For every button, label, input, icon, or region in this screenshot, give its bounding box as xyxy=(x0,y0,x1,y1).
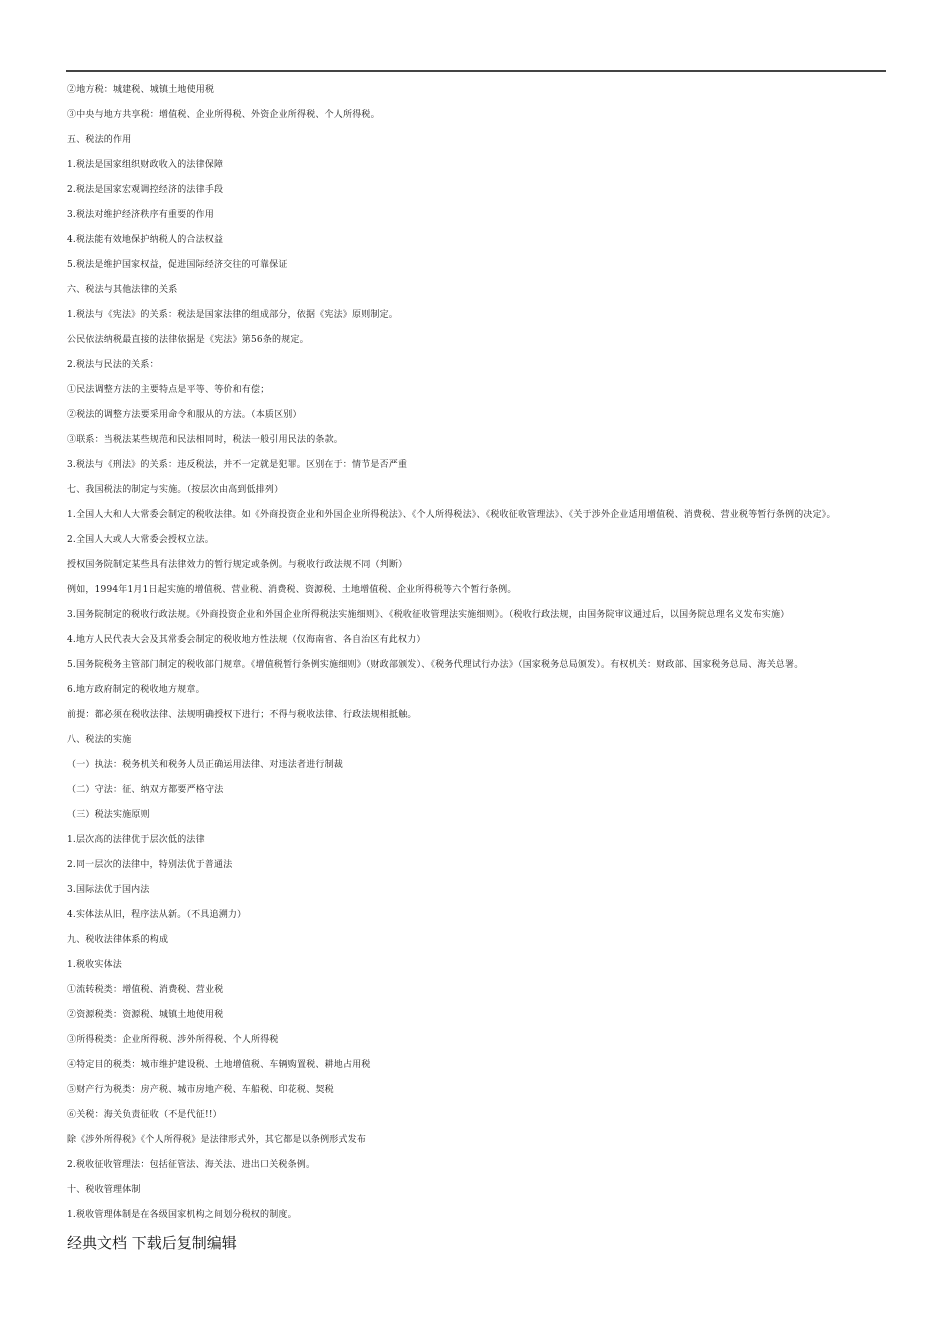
section-heading: 六、税法与其他法律的关系 xyxy=(67,285,178,295)
text-line: 前提：都必须在税收法律、法规明确授权下进行；不得与税收法律、行政法规相抵触。 xyxy=(67,710,417,720)
text-line: 5.国务院税务主管部门制定的税收部门规章。《增值税暂行条例实施细则》（财政部颁发）、《税务代理试行办法》（国家税务总局颁发）。有权机关：财政部、国家税务总局、海关总署。 xyxy=(67,660,804,670)
text-line: 3.税法对维护经济秩序有重要的作用 xyxy=(67,210,214,220)
section-heading: 十、税收管理体制 xyxy=(67,1185,141,1195)
section-heading: 八、税法的实施 xyxy=(67,735,132,745)
text-line: 2.税法是国家宏观调控经济的法律手段 xyxy=(67,185,224,195)
document-body xyxy=(67,84,887,1234)
text-line: 除《涉外所得税》《个人所得税》是法律形式外，其它都是以条例形式发布 xyxy=(67,1135,367,1145)
text-line: （二）守法：征、纳双方都要严格守法 xyxy=(67,785,224,795)
text-line: 2.税收征收管理法：包括征管法、海关法、进出口关税条例。 xyxy=(67,1160,316,1170)
header-rule xyxy=(66,70,886,72)
text-line: 1.层次高的法律优于层次低的法律 xyxy=(67,835,205,845)
text-line: 1.全国人大和人大常委会制定的税收法律。如《外商投资企业和外国企业所得税法》、《个人所得税法》、《税收征收管理法》、《关于涉外企业适用增值税、消费税、营业税等暂行条例的决定》。 xyxy=(67,510,836,520)
section-heading: 五、税法的作用 xyxy=(67,135,132,145)
footer-note: 经典文档 下载后复制编辑 xyxy=(67,1234,237,1252)
text-line: ③联系：当税法某些规范和民法相同时，税法一般引用民法的条款。 xyxy=(67,435,344,445)
text-line: ①民法调整方法的主要特点是平等、等价和有偿； xyxy=(67,385,270,395)
text-line: 授权国务院制定某些具有法律效力的暂行规定或条例。与税收行政法规不同（判断） xyxy=(67,560,408,570)
text-line: 1.税收实体法 xyxy=(67,960,122,970)
text-line: 1.税法与《宪法》的关系：税法是国家法律的组成部分，依据《宪法》原则制定。 xyxy=(67,310,398,320)
text-line: ①流转税类：增值税、消费税、营业税 xyxy=(67,985,224,995)
text-line: 公民依法纳税最直接的法律依据是《宪法》第56条的规定。 xyxy=(67,335,309,345)
text-line: ④特定目的税类：城市维护建设税、土地增值税、车辆购置税、耕地占用税 xyxy=(67,1060,371,1070)
section-heading: 九、税收法律体系的构成 xyxy=(67,935,169,945)
text-line: ③中央与地方共享税：增值税、企业所得税、外资企业所得税、个人所得税。 xyxy=(67,110,380,120)
text-line: 3.国际法优于国内法 xyxy=(67,885,150,895)
text-line: 4.地方人民代表大会及其常委会制定的税收地方性法规（仅海南省、各自治区有此权力） xyxy=(67,635,426,645)
text-line: 6.地方政府制定的税收地方规章。 xyxy=(67,685,205,695)
text-line: 1.税收管理体制是在各级国家机构之间划分税权的制度。 xyxy=(67,1210,297,1220)
text-line: 1.税法是国家组织财政收入的法律保障 xyxy=(67,160,224,170)
section-heading: 七、我国税法的制定与实施。（按层次由高到低排列） xyxy=(67,485,284,495)
text-line: 2.同一层次的法律中，特别法优于普通法 xyxy=(67,860,233,870)
text-line: （一）执法：税务机关和税务人员正确运用法律、对违法者进行制裁 xyxy=(67,760,344,770)
text-line: 4.税法能有效地保护纳税人的合法权益 xyxy=(67,235,224,245)
text-line: ②地方税：城建税、城镇土地使用税 xyxy=(67,85,215,95)
text-line: 例如，1994年1月1日起实施的增值税、营业税、消费税、资源税、土地增值税、企业所得税等六个暂行条例。 xyxy=(67,585,517,595)
text-line: 5.税法是维护国家权益，促进国际经济交往的可靠保证 xyxy=(67,260,288,270)
text-line: 2.全国人大或人大常委会授权立法。 xyxy=(67,535,214,545)
text-line: ⑥关税：海关负责征收（不是代征!!） xyxy=(67,1110,222,1120)
text-line: ③所得税类：企业所得税、涉外所得税、个人所得税 xyxy=(67,1035,279,1045)
text-line: 3.税法与《刑法》的关系：违反税法，并不一定就是犯罪。区别在于：情节是否严重 xyxy=(67,460,408,470)
text-line: 2.税法与民法的关系： xyxy=(67,360,159,370)
text-line: 3.国务院制定的税收行政法规。《外商投资企业和外国企业所得税法实施细则》、《税收征收管理法实施细则》。（税收行政法规，由国务院审议通过后，以国务院总理名义发布实施） xyxy=(67,610,790,620)
text-line: （三）税法实施原则 xyxy=(67,810,150,820)
text-line: ⑤财产行为税类：房产税、城市房地产税、车船税、印花税、契税 xyxy=(67,1085,334,1095)
text-line: ②税法的调整方法要采用命令和服从的方法。（本质区别） xyxy=(67,410,302,420)
text-line: 4.实体法从旧，程序法从新。（不具追溯力） xyxy=(67,910,247,920)
text-line: ②资源税类：资源税、城镇土地使用税 xyxy=(67,1010,224,1020)
